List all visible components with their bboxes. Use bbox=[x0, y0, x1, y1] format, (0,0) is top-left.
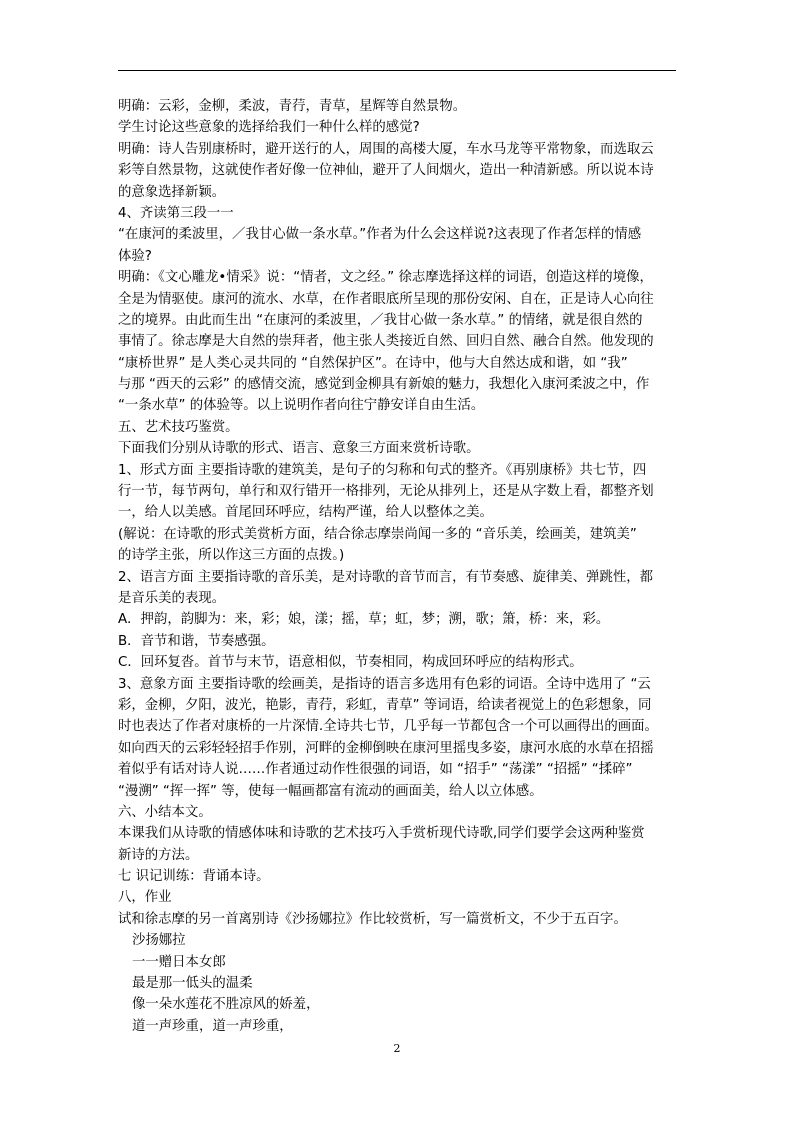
text-line: 4、齐读第三段一一 bbox=[118, 205, 234, 221]
text-line: 行一节，每节两句，单行和双行错开一格排列，无论从排列上，还是从字数上看，都整齐划 bbox=[118, 484, 654, 500]
header-rule bbox=[118, 70, 676, 71]
text-line: “漫溯” “挥一挥” 等，使每一幅画都富有流动的画面美，给人以立体感。 bbox=[118, 783, 543, 799]
text-line: 一一赠日本女郎 bbox=[132, 954, 226, 970]
text-line: 彩等自然景物，这就使作者好像一位神仙，避开了人间烟火，造出一种清新感。所以说本诗 bbox=[118, 163, 654, 179]
document-body bbox=[118, 96, 680, 1037]
text-line: “一条水草” 的体验等。以上说明作者向往宁静安详自由生活。 bbox=[118, 398, 485, 414]
text-line: 全是为情驱使。康河的流水、水草，在作者眼底所呈现的那份安闲、自在，正是诗人心向往 bbox=[118, 291, 654, 307]
text-line: 如向西天的云彩轻轻招手作别，河畔的金柳倒映在康河里摇曳多姿，康河水底的水草在招摇 bbox=[118, 740, 654, 756]
text-line: 一，给人以美感。首尾回环呼应，结构严谨，给人以整体之美。 bbox=[118, 505, 493, 521]
text-line: 本课我们从诗歌的情感体味和诗歌的艺术技巧入手赏析现代诗歌,同学们要学会这两种鉴赏 bbox=[118, 826, 645, 842]
text-line: 七 识记训练：背诵本诗。 bbox=[118, 869, 270, 885]
text-line: 时也表达了作者对康桥的一片深情.全诗共七节，几乎每一节都包含一个可以画得出的画面。 bbox=[118, 719, 658, 735]
text-line: 八，作业 bbox=[118, 890, 172, 906]
text-line: (解说：在诗歌的形式美赏析方面，结合徐志摩崇尚闻一多的 “音乐美，绘画美，建筑美” bbox=[118, 526, 637, 542]
text-line: 学生讨论这些意象的选择给我们一种什么样的感觉? bbox=[118, 120, 420, 136]
text-line: 明确：云彩，金柳，柔波，青荇，青草，星辉等自然景物。 bbox=[118, 99, 467, 114]
text-line: 是音乐美的表现。 bbox=[118, 590, 226, 606]
text-line: 与那 “西天的云彩” 的感情交流，感觉到金柳具有新娘的魅力，我想化入康河柔波之中，作 bbox=[118, 377, 650, 393]
text-line: 明确：《文心雕龙•情采》说：“情者，文之经。” 徐志摩选择这样的词语，创造这样的境像， bbox=[118, 270, 653, 286]
text-line: 体验? bbox=[118, 248, 152, 264]
text-line: 1、形式方面 主要指诗歌的建筑美，是句子的匀称和句式的整齐。《再别康桥》共七节，四 bbox=[118, 462, 647, 478]
text-line: A．押韵，韵脚为：来，彩；娘，漾；摇，草；虹，梦；溯，歌；箫，桥：来，彩。 bbox=[118, 612, 610, 628]
text-line: 最是那一低头的温柔 bbox=[132, 976, 253, 992]
text-line: 3、意象方面 主要指诗歌的绘画美，是指诗的语言多选用有色彩的词语。全诗中选用了 “云 bbox=[118, 676, 651, 692]
text-line: 明确：诗人告别康桥时，避开送行的人，周围的高楼大厦，车水马龙等平常物象，而选取云 bbox=[118, 141, 654, 157]
text-line: 之的境界。由此而生出 “在康河的柔波里，／我甘心做一条水草。” 的情绪，就是很自然的 bbox=[118, 312, 643, 328]
text-line: 新诗的方法。 bbox=[118, 847, 199, 863]
text-line: 五、艺术技巧鉴赏。 bbox=[118, 419, 239, 435]
text-line: 的意象选择新颖。 bbox=[118, 184, 226, 200]
text-line: 事情了。徐志摩是大自然的崇拜者，他主张人类接近自然、回归自然、融合自然。他发现的 bbox=[118, 334, 654, 350]
text-line: 沙扬娜拉 bbox=[132, 933, 186, 949]
text-line: 的诗学主张，所以作这三方面的点拨。) bbox=[118, 548, 345, 564]
text-line: 六、小结本文。 bbox=[118, 804, 212, 820]
text-line: 试和徐志摩的另一首离别诗《沙扬娜拉》作比较赏析，写一篇赏析文，不少于五百字。 bbox=[118, 911, 627, 927]
text-line: “康桥世界” 是人类心灵共同的 “自然保护区”。在诗中，他与大自然达成和谐，如 “我” bbox=[118, 355, 628, 371]
text-line: B．音节和谐，节奏感强。 bbox=[118, 633, 275, 649]
text-line: 2、语言方面 主要指诗歌的音乐美，是对诗歌的音节而言，有节奏感、旋律美、弹跳性，都 bbox=[118, 569, 654, 585]
text-line: 彩，金柳，夕阳，波光，艳影，青荇，彩虹，青草” 等词语，给读者视觉上的色彩想象，同 bbox=[118, 697, 652, 713]
text-line: 道一声珍重，道一声珍重， bbox=[132, 1018, 293, 1034]
text-line: “在康河的柔波里，／我甘心做一条水草。”作者为什么会这样说?这表现了作者怎样的情感 bbox=[118, 227, 642, 243]
page-number: 2 bbox=[393, 1042, 401, 1055]
text-line: 像一朵水莲花不胜凉风的娇羞， bbox=[132, 997, 320, 1013]
text-line: 着似乎有话对诗人说……作者通过动作性很强的词语，如 “招手” “荡漾” “招摇” “揉碎” bbox=[118, 762, 633, 778]
text-line: 下面我们分别从诗歌的形式、语言、意象三方面来赏析诗歌。 bbox=[118, 441, 480, 457]
text-line: C．回环复沓。首节与末节，语意相似，节奏相同，构成回环呼应的结构形式。 bbox=[118, 655, 583, 671]
